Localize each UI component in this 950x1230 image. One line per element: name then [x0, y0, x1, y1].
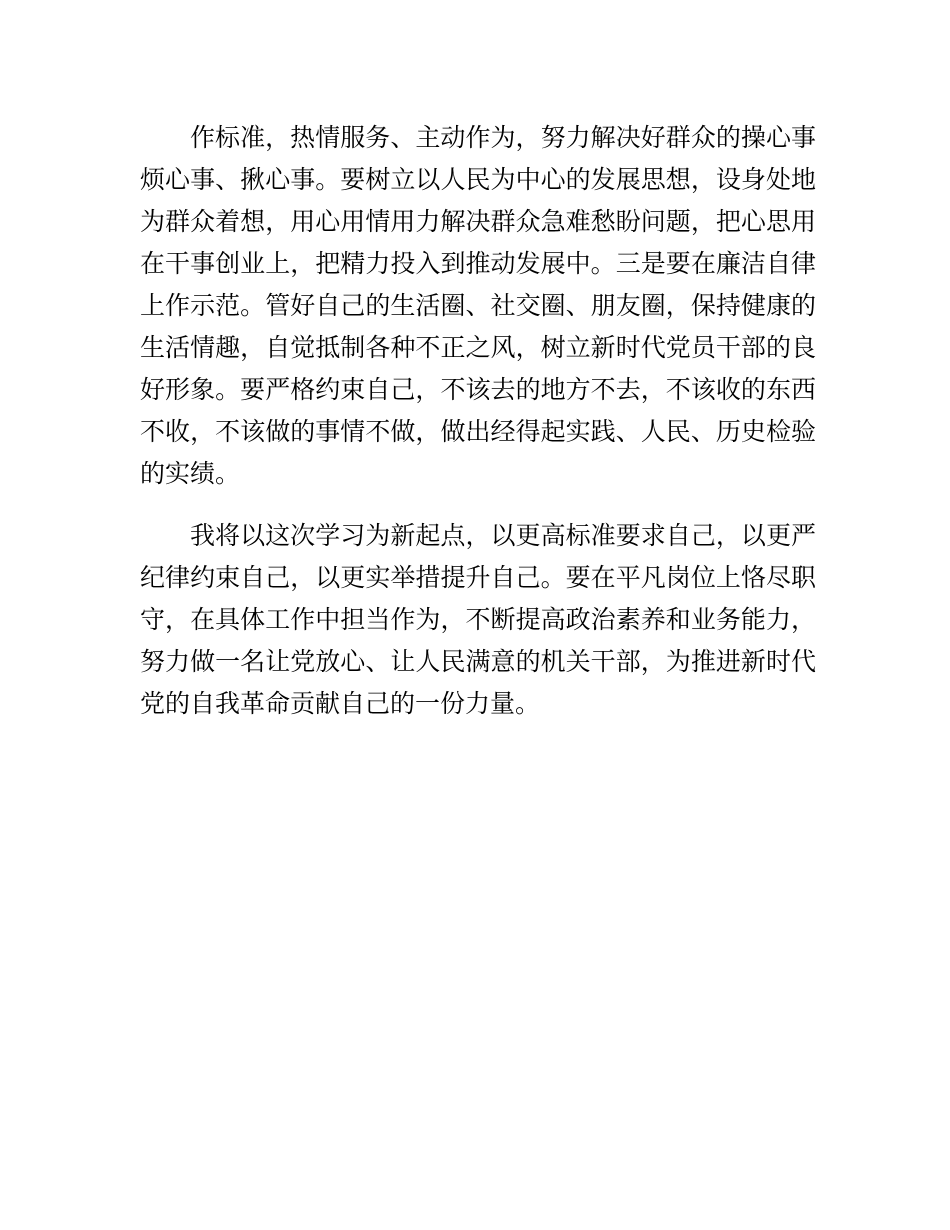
paragraph: 我将以这次学习为新起点，以更高标准要求自己，以更严纪律约束自己，以更实举措提升自己。要在平凡岗位上恪尽职守，在具体工作中担当作为，不断提高政治素养和业务能力，努力做一名让党放心、让人民满意的机关干部，为推进新时代党的自我革命贡献自己的一份力量。	[140, 522, 816, 718]
document-text-block	[140, 117, 816, 725]
paragraph: 作标准，热情服务、主动作为，努力解决好群众的操心事烦心事、揪心事。要树立以人民为中心的发展思想，设身处地为群众着想，用心用情用力解决群众急难愁盼问题，把心思用在干事创业上，把精力投入到推动发展中。三是要在廉洁自律上作示范。管好自己的生活圈、社交圈、朋友圈，保持健康的生活情趣，自觉抵制各种不正之风，树立新时代党员干部的良好形象。要严格约束自己，不该去的地方不去，不该收的东西不收，不该做的事情不做，做出经得起实践、人民、历史检验的实绩。	[140, 124, 816, 488]
